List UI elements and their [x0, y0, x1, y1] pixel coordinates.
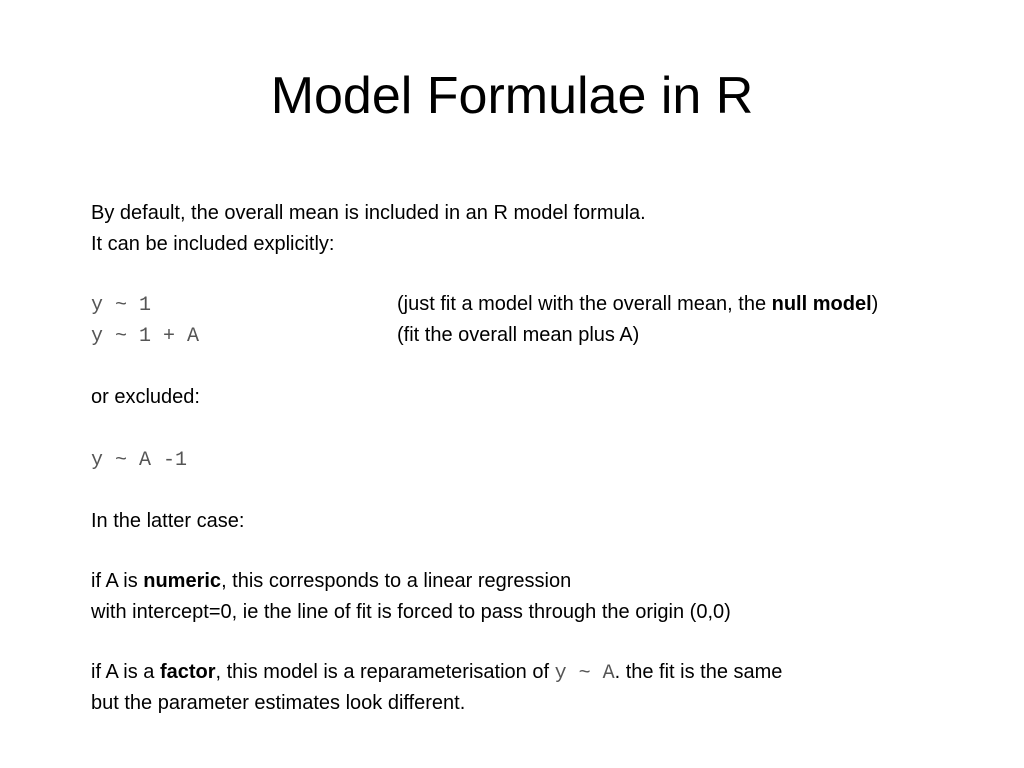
example-comment-1 [397, 290, 878, 318]
intro-line-2: It can be included explicitly: [91, 233, 335, 255]
factor-term: factor [159, 661, 216, 683]
example-comment-2-text: (fit the overall mean plus A) [397, 324, 640, 346]
numeric-line-2: with intercept=0, ie the line of fit is forced to pass through the origin (0,0) [91, 601, 731, 623]
null-model-term: null model [771, 293, 872, 315]
factor-line-1-prefix: if A is a [91, 661, 160, 683]
example-code-1: y ~ 1 [91, 294, 152, 317]
example-comment-1-prefix: (just fit a model with the overall mean, the [397, 293, 772, 315]
excluded-label: or excluded: [91, 386, 200, 408]
numeric-term: numeric [143, 570, 222, 592]
slide-title: Model Formulae in R [270, 67, 754, 125]
latter-case-label: In the latter case: [91, 510, 245, 532]
factor-line-1-suffix: . the fit is the same [614, 661, 783, 683]
intro-line-1: By default, the overall mean is included in an R model formula. [91, 202, 646, 224]
factor-line-2: but the parameter estimates look different. [91, 692, 466, 714]
factor-formula-code: y ~ A [554, 662, 615, 685]
excluded-code: y ~ A -1 [91, 449, 188, 472]
factor-line-1 [91, 658, 782, 688]
factor-line-1-middle: , this model is a reparameterisation of [215, 661, 555, 683]
numeric-line-1 [91, 567, 571, 595]
example-code-2: y ~ 1 + A [91, 325, 200, 348]
example-row-1 [91, 290, 151, 320]
numeric-line-1-prefix: if A is [91, 570, 144, 592]
excluded-code-row [91, 445, 187, 475]
example-comment-2 [397, 321, 639, 349]
numeric-line-1-suffix: , this corresponds to a linear regression [221, 570, 572, 592]
example-row-2 [91, 321, 199, 351]
example-comment-1-suffix: ) [871, 293, 879, 315]
